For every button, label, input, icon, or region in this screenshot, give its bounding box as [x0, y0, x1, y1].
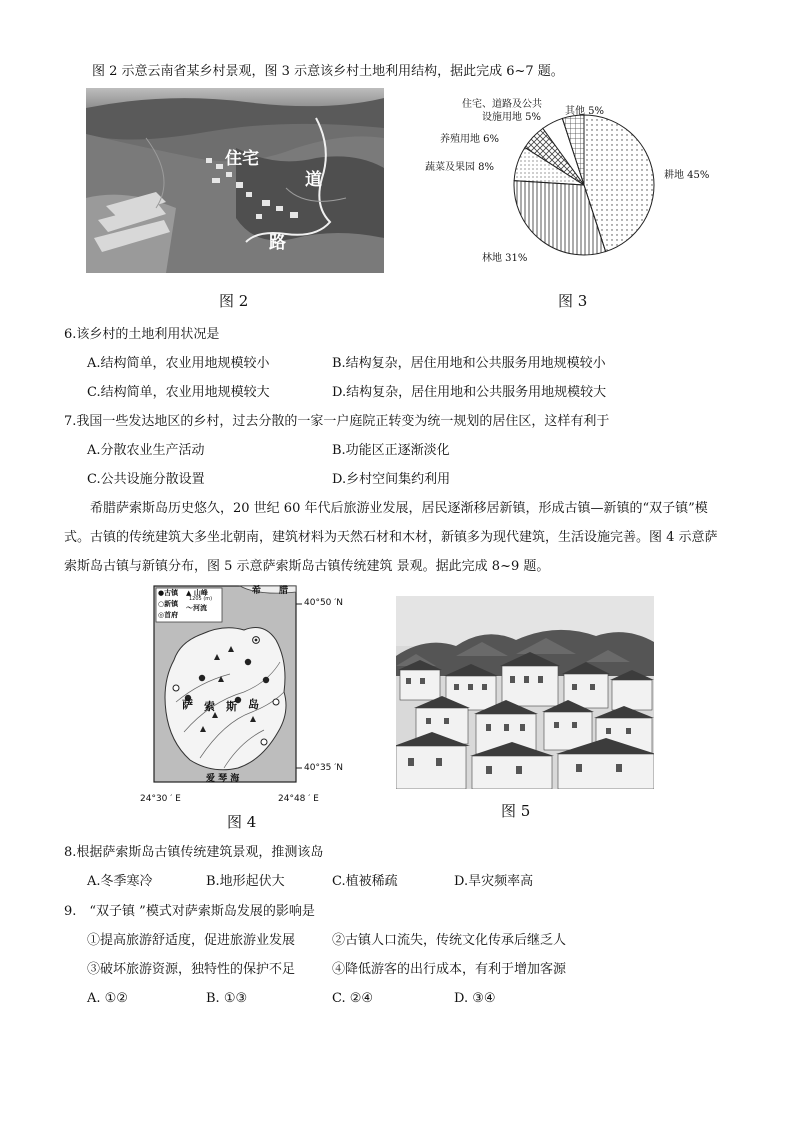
q8-option-d: D.旱灾频率高	[454, 874, 534, 889]
label-aegean-sea: 爱 琴 海	[206, 774, 240, 784]
island-label-2: 索	[204, 700, 215, 713]
fig3-pie-chart	[420, 88, 720, 273]
q9-item-1: ①提高旅游舒适度，促进旅游业发展	[87, 933, 296, 948]
q7-option-c: C.公共设施分散设置	[87, 472, 205, 487]
q9-option-a: A. ①②	[87, 991, 128, 1006]
q9-item-4: ④降低游客的出行成本，有利于增加客源	[332, 962, 567, 977]
label-house: 住宅	[225, 149, 259, 169]
legend-old-town: ●古镇	[158, 589, 179, 597]
q8-option-c: C.植被稀疏	[332, 874, 398, 889]
q89-intro-line2: 式。古镇的传统建筑大多坐北朝南，建筑材料为天然石材和木材，新镇多为现代建筑，生活设施完善。图 4 示意萨	[64, 530, 718, 545]
label-road-2: 路	[269, 233, 286, 253]
lon-right: 24°48 ′ E	[278, 794, 319, 804]
q6-stem: 6.该乡村的土地利用状况是	[64, 327, 220, 342]
q7-option-b: B.功能区正逐渐淡化	[332, 443, 450, 458]
old-town-buildings-image	[396, 596, 654, 789]
label-lindi: 林地 31%	[482, 253, 528, 264]
lon-left: 24°30 ′ E	[140, 794, 181, 804]
fig5-caption: 图 5	[501, 802, 531, 820]
q9-stem: 9. “双子镇 ”模式对萨索斯岛发展的影响是	[64, 904, 315, 919]
q6-option-c: C.结构简单，农业用地规模较大	[87, 385, 270, 400]
q9-item-2: ②古镇人口流失，传统文化传承后继乏人	[332, 933, 567, 948]
fig4-map	[140, 582, 360, 810]
q8-stem: 8.根据萨索斯岛古镇传统建筑景观，推测该岛	[64, 845, 324, 860]
label-qita: 其他 5%	[565, 106, 605, 117]
q89-intro-line1: 希腊萨索斯岛历史悠久，20 世纪 60 年代后旅游业发展，居民逐渐移居新镇，形成古镇—新镇的“双子镇”模	[90, 501, 708, 516]
island-label-1: 萨	[182, 698, 193, 711]
q8-option-a: A.冬季寒冷	[87, 874, 153, 889]
fig3-caption: 图 3	[558, 292, 588, 310]
island-label-3: 斯	[226, 700, 237, 713]
label-zhuzhai-1: 住宅、道路及公共	[462, 99, 542, 110]
q9-item-3: ③破坏旅游资源，独特性的保护不足	[87, 962, 296, 977]
lat-bottom: 40°35 ′N	[304, 763, 344, 773]
legend-river: 〜河流	[186, 604, 207, 612]
fig2-photo	[86, 88, 384, 273]
q9-option-d: D. ③④	[454, 991, 496, 1006]
label-zhuzhai-2: 设施用地 5%	[482, 112, 542, 123]
q6-option-b: B.结构复杂，居住用地和公共服务用地规模较小	[332, 356, 606, 371]
legend-capital: ◎首府	[158, 611, 179, 619]
fig5-photo	[396, 596, 654, 789]
village-aerial-image	[86, 88, 384, 273]
label-greece: 希 腊	[252, 586, 289, 596]
fig4-caption: 图 4	[227, 813, 257, 831]
legend-new-town: ○新镇	[158, 600, 179, 608]
label-yangzhi: 养殖用地 6%	[440, 134, 500, 145]
legend-elevation: 1205 (m)	[189, 596, 213, 602]
lat-top: 40°50 ′N	[304, 598, 344, 608]
q7-option-a: A.分散农业生产活动	[87, 443, 205, 458]
island-label-4: 岛	[248, 698, 259, 711]
label-road-1: 道	[305, 170, 322, 190]
label-shucai: 蔬菜及果园 8%	[425, 162, 495, 173]
legend-peak: ▲ 山峰	[186, 589, 208, 597]
q9-option-b: B. ①③	[206, 991, 248, 1006]
q6-option-d: D.结构复杂，居住用地和公共服务用地规模较大	[332, 385, 607, 400]
label-gengdi: 耕地 45%	[664, 170, 710, 181]
q67-intro: 图 2 示意云南省某乡村景观，图 3 示意该乡村土地利用结构，据此完成 6~7 题。	[92, 64, 564, 79]
q8-option-b: B.地形起伏大	[206, 874, 285, 889]
q6-option-a: A.结构简单，农业用地规模较小	[87, 356, 270, 371]
fig2-caption: 图 2	[219, 292, 249, 310]
q7-stem: 7.我国一些发达地区的乡村，过去分散的一家一户庭院正转变为统一规划的居住区，这样有利于	[64, 414, 610, 429]
q9-option-c: C. ②④	[332, 991, 374, 1006]
q89-intro-line3: 索斯岛古镇与新镇分布，图 5 示意萨索斯岛古镇传统建筑 景观。据此完成 8~9 题。	[64, 559, 550, 574]
q7-option-d: D.乡村空间集约利用	[332, 472, 451, 487]
